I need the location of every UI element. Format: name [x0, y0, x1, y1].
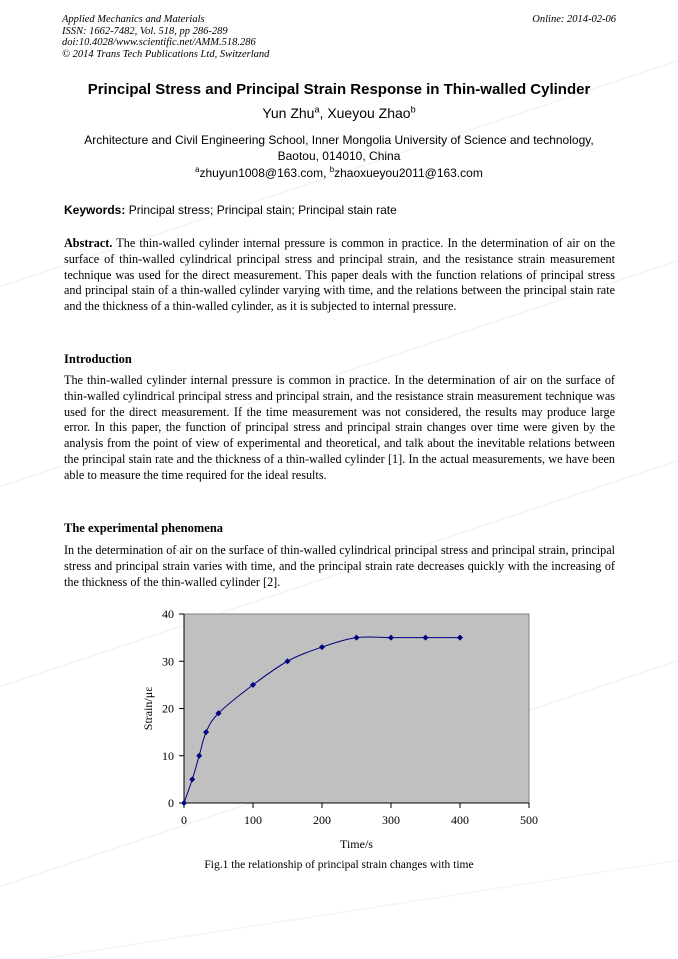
x-tick-label: 200: [313, 813, 331, 827]
author-superscript: a: [314, 104, 320, 115]
y-tick-label: 10: [162, 748, 174, 763]
issn-line: ISSN: 1662-7482, Vol. 518, pp 286-289: [62, 25, 228, 37]
online-date: Online: 2014-02-06: [532, 14, 616, 25]
journal-header: [62, 14, 269, 60]
author-name: Yun Zhu: [262, 105, 315, 121]
x-tick-label: 400: [451, 813, 469, 827]
author-separator: ,: [319, 105, 328, 121]
keywords-label: Keywords:: [64, 203, 126, 217]
x-tick-label: 300: [382, 813, 400, 827]
figure-caption: Fig.1 the relationship of principal strain changes with time: [204, 859, 474, 871]
author-superscript: b: [410, 104, 416, 115]
keywords-text: Principal stress; Principal stain; Principal stain rate: [125, 203, 397, 217]
section-heading-introduction: Introduction: [64, 352, 132, 366]
strain-time-chart: [130, 604, 550, 854]
introduction-text: The thin-walled cylinder internal pressure is common in practice. In the determination of air on the surface of thin-walled cylindrical principal stress and principal strain, and the resistance strain measurement technique was used for the direct measurement. If the time measurement was not considered, the results may produce large error. In this paper, the function of principal stress and principal strain changes over time were given by the analysis from the point of view of experimental and theoretical, and talk about the inevitable relations between the principal stain rate and the thickness of a thin-walled cylinder [1]. In the actual measurements, we have been able to measure the time required for the ideal results.: [64, 373, 615, 482]
email-superscript: a: [195, 165, 200, 174]
paper-title: Principal Stress and Principal Strain Response in Thin-walled Cylinder: [87, 81, 591, 98]
x-tick-label: 0: [181, 813, 187, 827]
email-link[interactable]: zhuyun1008@163.com,: [199, 166, 330, 180]
keywords: [64, 203, 397, 217]
abstract-text: The thin-walled cylinder internal pressure is common in practice. In the determination of air on the surface of thin-walled cylindrical principal stress and principal strain, and the resistance strain measurement technique was used for the direct measurement. This paper deals with the function relations of principal stress and principal stain of a thin-walled cylinder varying with time, and the relations between the principal stain rate and the thickness of a thin-walled cylinder, as it is subjected to internal pressure.: [64, 236, 615, 314]
y-tick-label: 40: [162, 607, 174, 621]
email-superscript: b: [329, 165, 335, 174]
copyright-line: © 2014 Trans Tech Publications Ltd, Switzerland: [62, 48, 270, 60]
abstract: [64, 236, 615, 315]
affiliation: Architecture and Civil Engineering School, Inner Mongolia University of Science and technology, Baotou, 014010, China: [84, 133, 594, 163]
authors: [40, 105, 638, 121]
y-tick-label: 30: [162, 654, 174, 669]
doi-line: doi:10.4028/www.scientific.net/AMM.518.286: [62, 37, 256, 48]
author-name: Xueyou Zhao: [327, 105, 411, 121]
y-tick-label: 20: [162, 701, 174, 716]
y-tick-label: 0: [168, 796, 174, 810]
plot-area: [184, 614, 529, 803]
emails: [40, 166, 638, 180]
section-heading-experimental: The experimental phenomena: [64, 521, 224, 535]
x-axis-label: Time/s: [340, 837, 373, 851]
journal-name: Applied Mechanics and Materials: [62, 14, 205, 25]
x-tick-label: 100: [244, 813, 262, 827]
x-tick-label: 500: [520, 813, 538, 827]
experimental-text: In the determination of air on the surface of thin-walled cylindrical principal stress and principal strain, principal stress and principal strain varies with time, and the principal strain rate decreases quickly with the increasing of the thickness of the thin-walled cylinder [2].: [64, 543, 615, 589]
abstract-label: Abstract.: [64, 236, 113, 250]
email-link[interactable]: zhaoxueyou2011@163.com: [334, 166, 483, 180]
y-axis-label: Strain/με: [141, 686, 155, 731]
